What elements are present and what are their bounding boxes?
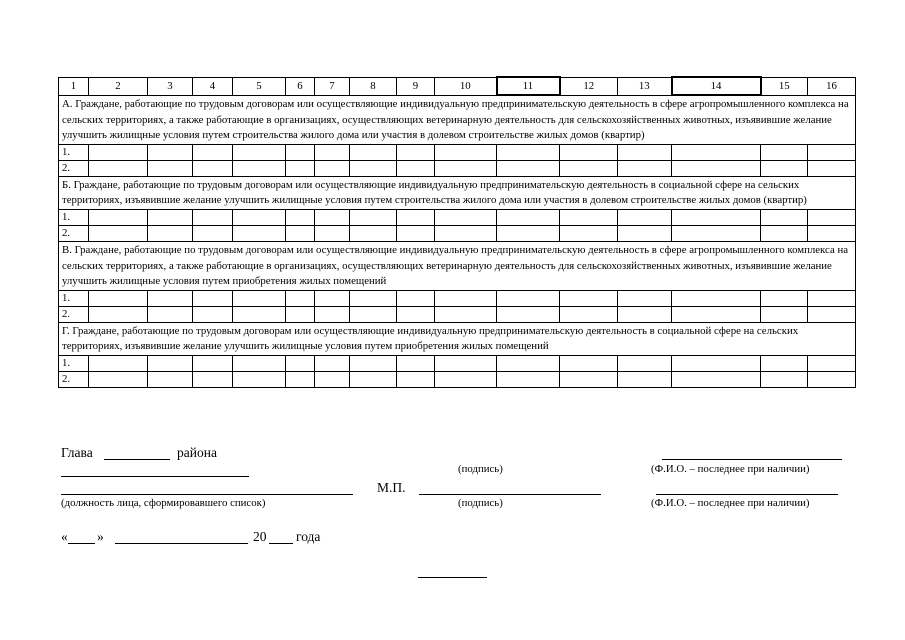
table-cell[interactable] (435, 290, 497, 306)
table-cell[interactable] (89, 160, 148, 176)
day-blank[interactable] (68, 543, 95, 544)
district-blank[interactable] (104, 459, 170, 460)
table-cell[interactable] (193, 209, 233, 225)
table-cell[interactable] (89, 225, 148, 241)
table-cell[interactable] (286, 290, 315, 306)
table-cell[interactable] (560, 160, 618, 176)
table-cell[interactable] (560, 306, 618, 322)
table-cell[interactable] (397, 306, 435, 322)
table-cell[interactable] (808, 306, 856, 322)
row-number: 1. (59, 144, 89, 160)
year-blank[interactable] (269, 543, 293, 544)
signature-caption-1: (подпись) (458, 463, 503, 475)
table-cell[interactable] (435, 371, 497, 387)
column-number-header: 5 (233, 77, 286, 95)
table-cell[interactable] (89, 306, 148, 322)
table-cell[interactable] (560, 371, 618, 387)
table-cell[interactable] (618, 290, 672, 306)
table-cell[interactable] (435, 160, 497, 176)
table-cell[interactable] (193, 225, 233, 241)
signature-caption-2: (подпись) (458, 497, 503, 509)
position-caption: (должность лица, сформировавшего список) (61, 497, 266, 509)
table-cell[interactable] (233, 306, 286, 322)
column-number-header: 2 (89, 77, 148, 95)
signature-blank-2[interactable] (419, 494, 601, 495)
table-cell[interactable] (350, 371, 397, 387)
table-cell[interactable] (397, 209, 435, 225)
table-cell[interactable] (761, 290, 808, 306)
row-number: 2. (59, 306, 89, 322)
table-cell[interactable] (497, 355, 560, 371)
table-cell[interactable] (193, 371, 233, 387)
section-row (59, 95, 856, 144)
position-blank[interactable] (61, 494, 353, 495)
table-cell[interactable] (761, 306, 808, 322)
table-cell[interactable] (233, 371, 286, 387)
table-cell[interactable] (497, 144, 560, 160)
table-cell[interactable] (672, 160, 761, 176)
table-cell[interactable] (350, 160, 397, 176)
stamp-mp: М.П. (377, 480, 406, 495)
table-cell[interactable] (315, 160, 350, 176)
table-cell[interactable] (808, 355, 856, 371)
table-cell[interactable] (148, 371, 193, 387)
table-cell[interactable] (193, 355, 233, 371)
table-cell[interactable] (435, 144, 497, 160)
table-cell[interactable] (315, 209, 350, 225)
table-row (59, 144, 856, 160)
section-title: В. Граждане, работающие по трудовым договорам или осуществляющие индивидуальную предпринимательскую деятельность в сфере агропромышленного комплекса на сельских территориях, а также работающие в организациях, осуществляющих ветеринарную деятельность для сельскохозяйственных животных, изъявившие желание улучшить жилищные условия путем приобретения жилых помещений (59, 241, 856, 290)
table-cell[interactable] (672, 290, 761, 306)
table-row (59, 306, 856, 322)
table-cell[interactable] (148, 355, 193, 371)
table-cell[interactable] (560, 225, 618, 241)
table-cell[interactable] (618, 160, 672, 176)
table-cell[interactable] (315, 290, 350, 306)
table-cell[interactable] (497, 306, 560, 322)
section-row (59, 176, 856, 209)
table-cell[interactable] (672, 209, 761, 225)
section-title: Б. Граждане, работающие по трудовым договорам или осуществляющие индивидуальную предпринимательскую деятельность в социальной сфере на сельских территориях, изъявившие желание улучшить жилищные условия путем строительства жилого дома или участия в долевом строительстве жилых домов (квартир) (59, 176, 856, 209)
table-cell[interactable] (497, 225, 560, 241)
row-number: 1. (59, 355, 89, 371)
column-number-header: 4 (193, 77, 233, 95)
table-cell[interactable] (148, 306, 193, 322)
table-cell[interactable] (808, 209, 856, 225)
table-cell[interactable] (435, 225, 497, 241)
table-cell[interactable] (233, 144, 286, 160)
table-cell[interactable] (350, 290, 397, 306)
district-label: района (177, 445, 217, 460)
year-prefix: 20 (253, 529, 267, 544)
column-number-header: 14 (672, 77, 761, 95)
row-number: 1. (59, 209, 89, 225)
table-cell[interactable] (89, 355, 148, 371)
date-open-quote: « (61, 529, 68, 544)
table-cell[interactable] (672, 144, 761, 160)
column-number-header: 15 (761, 77, 808, 95)
table-cell[interactable] (286, 371, 315, 387)
section-title: Г. Граждане, работающие по трудовым договорам или осуществляющие индивидуальную предпринимательскую деятельность в социальной сфере на сельских территориях, изъявившие желание улучшить жилищные условия путем приобретения жилых помещений (59, 322, 856, 355)
table-cell[interactable] (148, 225, 193, 241)
page-end-rule (418, 577, 487, 578)
table-cell[interactable] (286, 306, 315, 322)
table-cell[interactable] (808, 290, 856, 306)
column-number-header: 6 (286, 77, 315, 95)
applicants-table (58, 76, 856, 388)
section-row (59, 241, 856, 290)
table-cell[interactable] (618, 371, 672, 387)
table-row (59, 290, 856, 306)
year-suffix: года (296, 529, 321, 544)
table-cell[interactable] (148, 160, 193, 176)
table-cell[interactable] (286, 160, 315, 176)
table-cell[interactable] (808, 144, 856, 160)
date-close-quote: » (97, 529, 104, 544)
table-cell[interactable] (89, 371, 148, 387)
column-number-header: 16 (808, 77, 856, 95)
table-cell[interactable] (397, 160, 435, 176)
table-cell[interactable] (233, 355, 286, 371)
column-number-header: 12 (560, 77, 618, 95)
column-number-header: 1 (59, 77, 89, 95)
row-number: 2. (59, 371, 89, 387)
table-cell[interactable] (761, 160, 808, 176)
table-cell[interactable] (761, 355, 808, 371)
table-row (59, 160, 856, 176)
table-body (59, 77, 856, 387)
table-cell[interactable] (315, 306, 350, 322)
table-cell[interactable] (672, 371, 761, 387)
table-cell[interactable] (497, 371, 560, 387)
table-cell[interactable] (618, 306, 672, 322)
table-cell[interactable] (435, 306, 497, 322)
head-name-blank[interactable] (61, 476, 249, 477)
fio-caption-1: (Ф.И.О. – последнее при наличии) (651, 463, 810, 475)
table-cell[interactable] (761, 371, 808, 387)
table-cell[interactable] (618, 209, 672, 225)
table-cell[interactable] (618, 355, 672, 371)
table-cell[interactable] (233, 225, 286, 241)
table-cell[interactable] (497, 209, 560, 225)
month-blank[interactable] (115, 543, 248, 544)
table-cell[interactable] (89, 144, 148, 160)
table-cell[interactable] (233, 290, 286, 306)
table-cell[interactable] (560, 209, 618, 225)
table-cell[interactable] (233, 160, 286, 176)
table-cell[interactable] (148, 144, 193, 160)
table-cell[interactable] (435, 355, 497, 371)
table-cell[interactable] (397, 144, 435, 160)
table-cell[interactable] (761, 209, 808, 225)
table-cell[interactable] (560, 144, 618, 160)
head-label: Глава (61, 445, 93, 460)
table-cell[interactable] (672, 355, 761, 371)
row-number: 2. (59, 160, 89, 176)
table-row (59, 209, 856, 225)
column-number-header: 7 (315, 77, 350, 95)
table-cell[interactable] (435, 209, 497, 225)
table-cell[interactable] (193, 290, 233, 306)
table-cell[interactable] (808, 371, 856, 387)
fio-blank-2[interactable] (656, 494, 838, 495)
table-cell[interactable] (761, 144, 808, 160)
table-cell[interactable] (672, 225, 761, 241)
table-cell[interactable] (350, 355, 397, 371)
table-cell[interactable] (397, 371, 435, 387)
table-cell[interactable] (315, 355, 350, 371)
table-cell[interactable] (315, 225, 350, 241)
table-cell[interactable] (560, 290, 618, 306)
column-number-header: 11 (497, 77, 560, 95)
table-cell[interactable] (148, 290, 193, 306)
table-cell[interactable] (315, 144, 350, 160)
row-number: 1. (59, 290, 89, 306)
table-cell[interactable] (286, 225, 315, 241)
table-cell[interactable] (193, 306, 233, 322)
column-number-header: 13 (618, 77, 672, 95)
header-row (59, 77, 856, 95)
table-cell[interactable] (618, 144, 672, 160)
table-cell[interactable] (808, 160, 856, 176)
table-row (59, 371, 856, 387)
column-number-header: 10 (435, 77, 497, 95)
table-cell[interactable] (286, 209, 315, 225)
table-cell[interactable] (286, 144, 315, 160)
table-cell[interactable] (808, 225, 856, 241)
table-cell[interactable] (350, 144, 397, 160)
table-cell[interactable] (286, 355, 315, 371)
column-number-header: 8 (350, 77, 397, 95)
section-title: А. Граждане, работающие по трудовым договорам или осуществляющие индивидуальную предпринимательскую деятельность в сфере агропромышленного комплекса на сельских территориях, а также работающие в организациях, осуществляющих ветеринарную деятельность для сельскохозяйственных животных, изъявившие желание улучшить жилищные условия путем строительства жилого дома или участия в долевом строительстве жилых домов (квартир) (59, 95, 856, 144)
table-cell[interactable] (193, 144, 233, 160)
fio-caption-2: (Ф.И.О. – последнее при наличии) (651, 497, 810, 509)
table-cell[interactable] (350, 209, 397, 225)
row-number: 2. (59, 225, 89, 241)
table-cell[interactable] (497, 290, 560, 306)
table-cell[interactable] (618, 225, 672, 241)
column-number-header: 9 (397, 77, 435, 95)
table-row (59, 225, 856, 241)
table-cell[interactable] (350, 306, 397, 322)
table-cell[interactable] (761, 225, 808, 241)
table-cell[interactable] (560, 355, 618, 371)
table-cell[interactable] (233, 209, 286, 225)
column-number-header: 3 (148, 77, 193, 95)
table-cell[interactable] (397, 225, 435, 241)
table-row (59, 355, 856, 371)
table-cell[interactable] (672, 306, 761, 322)
table-cell[interactable] (497, 160, 560, 176)
table-cell[interactable] (315, 371, 350, 387)
fio-blank-1[interactable] (662, 459, 842, 460)
table-cell[interactable] (350, 225, 397, 241)
table-cell[interactable] (193, 160, 233, 176)
table-cell[interactable] (397, 355, 435, 371)
table-cell[interactable] (89, 290, 148, 306)
section-row (59, 322, 856, 355)
table-cell[interactable] (397, 290, 435, 306)
table-cell[interactable] (148, 209, 193, 225)
table-cell[interactable] (89, 209, 148, 225)
